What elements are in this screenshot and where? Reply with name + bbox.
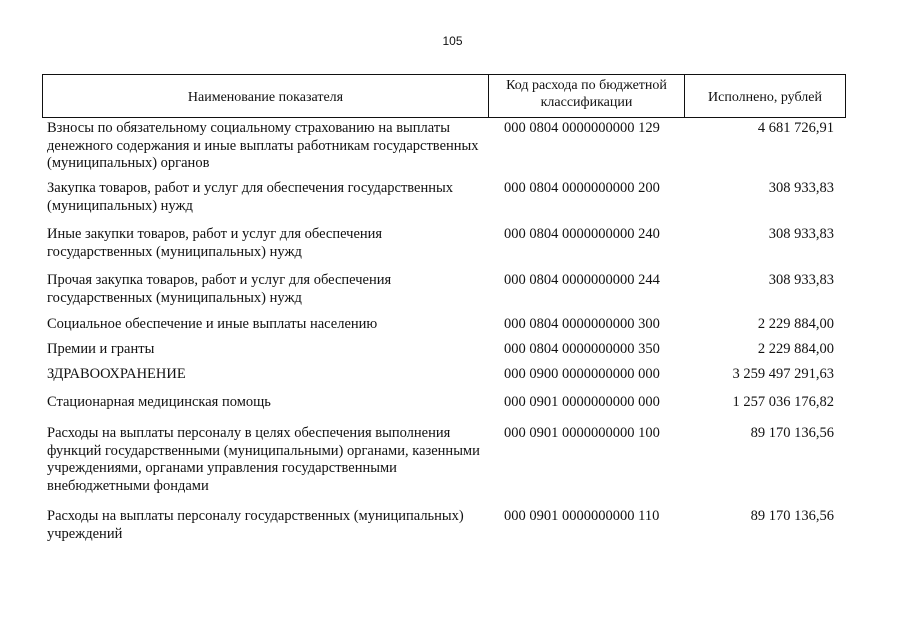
- row-amount: 3 259 497 291,63: [732, 366, 834, 382]
- row-code: 000 0804 0000000000 300: [504, 316, 660, 332]
- header-name: Наименование показателя: [43, 75, 489, 117]
- header-code: Код расхода по бюджетной классификации: [489, 75, 685, 117]
- row-name: Расходы на выплаты персоналу государственных (муниципальных) учреждений: [47, 508, 464, 542]
- page-number: 105: [442, 34, 463, 48]
- row-name: Премии и гранты: [47, 341, 155, 357]
- row-code: 000 0901 0000000000 000: [504, 394, 660, 410]
- row-amount: 308 933,83: [768, 180, 834, 196]
- row-name: Прочая закупка товаров, работ и услуг для обеспечения государственных (муниципальных) нужд: [47, 272, 392, 306]
- row-amount: 89 170 136,56: [750, 425, 834, 441]
- table-header: [42, 74, 846, 118]
- row-amount: 89 170 136,56: [750, 508, 834, 524]
- row-code: 000 0901 0000000000 100: [504, 425, 660, 441]
- row-amount: 308 933,83: [768, 272, 834, 288]
- row-name: ЗДРАВООХРАНЕНИЕ: [47, 366, 186, 382]
- row-amount: 1 257 036 176,82: [732, 394, 834, 410]
- row-amount: 308 933,83: [768, 226, 834, 242]
- row-code: 000 0804 0000000000 240: [504, 226, 660, 242]
- row-amount: 2 229 884,00: [757, 341, 834, 357]
- row-name: Социальное обеспечение и иные выплаты населению: [47, 316, 378, 332]
- row-code: 000 0804 0000000000 244: [504, 272, 660, 288]
- row-code: 000 0804 0000000000 350: [504, 341, 660, 357]
- row-name: Взносы по обязательному социальному страхованию на выплаты денежного содержания и иные выплаты работникам государственных (муниципальных) органов: [47, 120, 479, 171]
- row-amount: 4 681 726,91: [757, 120, 834, 136]
- row-name: Иные закупки товаров, работ и услуг для обеспечения государственных (муниципальных) нужд: [47, 226, 383, 260]
- row-code: 000 0901 0000000000 110: [504, 508, 660, 524]
- row-name: Расходы на выплаты персоналу в целях обеспечения выполнения функций государственными (муниципальными) органами, казенными учреждениями, органами управления государственными внебюджетными фондами: [47, 425, 480, 494]
- row-code: 000 0900 0000000000 000: [504, 366, 660, 382]
- row-code: 000 0804 0000000000 129: [504, 120, 660, 136]
- row-name: Закупка товаров, работ и услуг для обеспечения государственных (муниципальных) нужд: [47, 180, 454, 214]
- budget-table: [42, 74, 846, 542]
- row-amount: 2 229 884,00: [757, 316, 834, 332]
- header-amount: Исполнено, рублей: [708, 89, 822, 105]
- row-name: Стационарная медицинская помощь: [47, 394, 271, 410]
- row-code: 000 0804 0000000000 200: [504, 180, 660, 196]
